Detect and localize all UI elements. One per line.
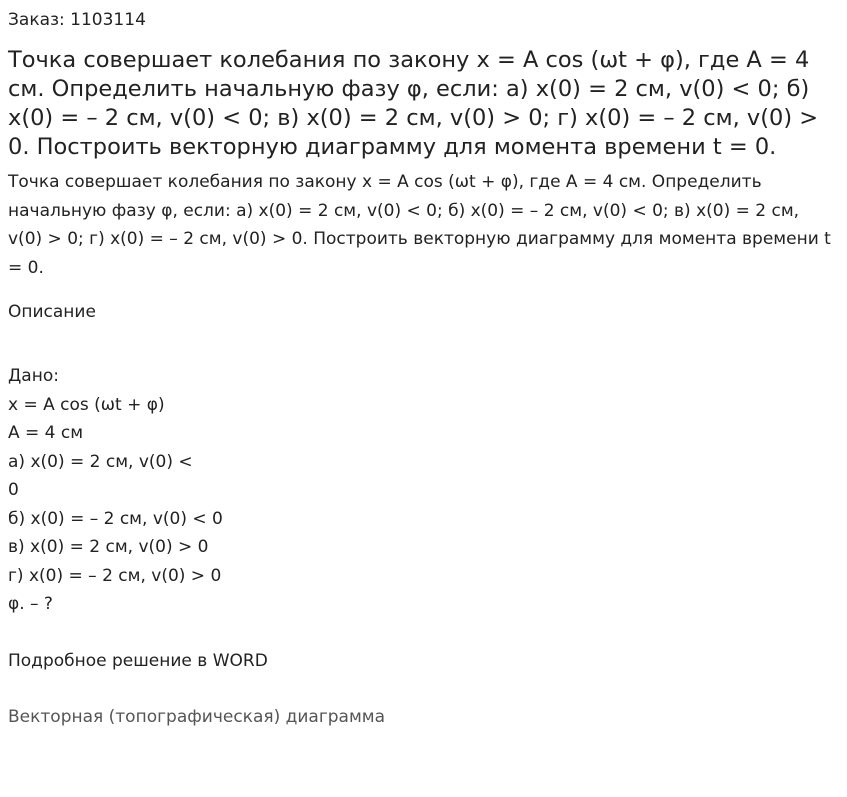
given-line: φ. – ? — [8, 594, 53, 614]
order-number: Заказ: 1103114 — [8, 10, 146, 30]
given-line: Дано: — [8, 366, 59, 386]
given-block — [8, 362, 847, 619]
given-line: в) x(0) = 2 см, v(0) > 0 — [8, 537, 209, 557]
task-title: Точка совершает колебания по закону x = A cos (ωt + φ), где A = 4 см. Определить начальную фазу φ, если: а) x(0) = 2 см, v(0) < 0; б) x(0) = – 2 см, v(0) < 0; в) x(0) = 2 см, v(0) > 0; г) x(0) = – 2 см, v(0) > 0. Построить векторную диаграмму для момента времени t = 0. — [8, 47, 819, 160]
vector-diagram-link[interactable]: Векторная (топографическая) диаграмма — [8, 706, 386, 727]
solution-note: Подробное решение в WORD — [8, 650, 268, 671]
given-line: A = 4 см — [8, 423, 84, 443]
given-line: x = A cos (ωt + φ) — [8, 394, 165, 415]
given-line: г) x(0) = – 2 см, v(0) > 0 — [8, 565, 222, 586]
given-line: б) x(0) = – 2 см, v(0) < 0 — [8, 508, 223, 529]
description-label: Описание — [8, 302, 96, 322]
task-body: Точка совершает колебания по закону x = A cos (ωt + φ), где A = 4 см. Определить начальную фазу φ, если: а) x(0) = 2 см, v(0) < 0; б) x(0) = – 2 см, v(0) < 0; в) x(0) = 2 см, v(0) > 0; г) x(0) = – 2 см, v(0) > 0. Построить векторную диаграмму для момента времени t = 0. — [8, 172, 831, 278]
given-line: 0 — [8, 480, 19, 500]
given-line: а) x(0) = 2 см, v(0) < — [8, 451, 193, 472]
